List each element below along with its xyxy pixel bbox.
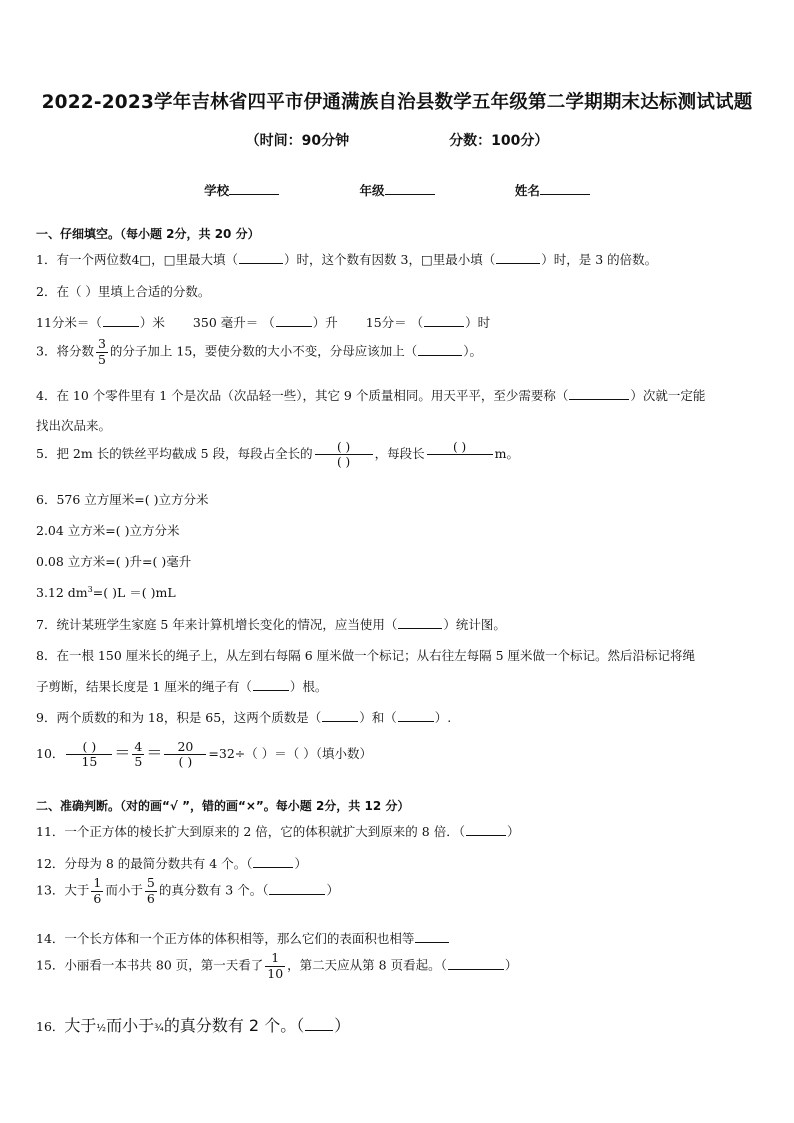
question-8-cont: 子剪断，结果长度是 1 厘米的绳子有（ ）根。 (36, 679, 328, 694)
question-6b: 2.04 立方米=( )立方分米 (36, 523, 180, 538)
question-6a: 6．576 立方厘米=( )立方分米 (36, 492, 209, 507)
answer-blank[interactable] (448, 958, 504, 970)
fraction: $\frac{5}{6}$ (146, 875, 155, 906)
answer-blank[interactable] (424, 315, 464, 327)
fraction-answer[interactable]: $\frac{( )}{15}$ (66, 741, 112, 769)
exam-meta (0, 130, 794, 150)
question-16: 16．大于½而小于¾的真分数有 2 个。（ ） (36, 1016, 351, 1035)
question-5: 5．把 2m 长的铁丝平均截成 5 段，每段占全长的 ( ) ( ) ，每段长 ( ) m。 (36, 440, 519, 469)
answer-blank[interactable] (466, 824, 506, 836)
school-field[interactable]: 学校 (204, 181, 279, 199)
answer-blank[interactable] (276, 315, 312, 327)
question-4: 4．在 10 个零件里有 1 个是次品（次品轻一些），其它 9 个质量相同。用天平平，至少需要称（ ）次就一定能 (36, 388, 706, 403)
answer-blank[interactable] (569, 388, 629, 400)
question-15: 15．小丽看一本书共 80 页，第一天看了 $\frac{1}{10}$ ，第二天应从第 8 页看起。（ ） (36, 950, 518, 981)
answer-blank[interactable] (398, 617, 442, 629)
answer-blank[interactable] (239, 252, 283, 264)
fraction-answer[interactable]: $\frac{20}{( )}$ (164, 741, 206, 769)
time-label: （时间：90分钟 (245, 133, 350, 149)
question-2-items: 11分米＝（ ）米 350 毫升＝ （ ）升 15分＝ （ ）时 (36, 315, 491, 330)
fraction-answer[interactable]: ( ) ( ) (315, 440, 373, 469)
question-13: 13．大于 $\frac{1}{6}$ 而小于 $\frac{5}{6}$ 的真分数有 3 个。（ ） (36, 875, 339, 906)
answer-blank[interactable] (418, 344, 462, 356)
question-9: 9．两个质数的和为 18，积是 65，这两个质数是（ ）和（ ）. (36, 710, 452, 725)
question-11: 11．一个正方体的棱长扩大到原来的 2 倍，它的体积就扩大到原来的 8 倍．（ ） (36, 824, 520, 839)
score-label: 分数：100分） (449, 133, 549, 149)
answer-blank[interactable] (253, 679, 289, 691)
answer-blank[interactable] (305, 1019, 333, 1031)
fraction: $\frac{3}{5}$ (97, 336, 106, 367)
question-7: 7．统计某班学生家庭 5 年来计算机增长变化的情况，应当使用（ ）统计图。 (36, 617, 506, 632)
answer-blank[interactable] (398, 710, 434, 722)
answer-blank[interactable] (415, 931, 449, 943)
answer-blank[interactable] (496, 252, 540, 264)
answer-blank[interactable] (253, 856, 293, 868)
question-8: 8．在一根 150 厘米长的绳子上，从左到右每隔 6 厘米做一个标记；从右往左每隔 5 厘米做一个标记。然后沿标记将绳 (36, 648, 696, 663)
fraction-answer[interactable]: ( ) (427, 440, 493, 469)
question-14: 14．一个长方体和一个正方体的体积相等，那么它们的表面积也相等 (36, 929, 450, 947)
question-3: 3．将分数 $\frac{3}{5}$ 的分子加上 15，要使分数的大小不变，分母应该加上（ ）。 (36, 336, 483, 367)
answer-blank[interactable] (322, 710, 358, 722)
page-title: 2022-2023学年吉林省四平市伊通满族自治县数学五年级第二学期期末达标测试试题 (41, 92, 753, 113)
question-6c: 0.08 立方米=( )升=( )毫升 (36, 554, 192, 569)
fraction: $\frac{1}{10}$ (267, 950, 284, 981)
student-info (0, 181, 794, 199)
question-12: 12．分母为 8 的最简分数共有 4 个。（ ） (36, 856, 307, 871)
grade-field[interactable]: 年级 (359, 181, 434, 199)
section-1-heading: 一、仔细填空。（每小题 2分，共 20 分） (36, 227, 260, 241)
fraction: $\frac{4}{5}$ (134, 738, 143, 769)
question-2: 2．在（ ）里填上合适的分数。 (36, 284, 211, 299)
question-6d: 3.12 $dm^3=$( )L ＝( )mL (36, 584, 176, 600)
question-4-cont: 找出次品来。 (36, 418, 112, 433)
name-field[interactable]: 姓名 (515, 181, 590, 199)
answer-blank[interactable] (269, 883, 325, 895)
answer-blank[interactable] (103, 315, 139, 327)
question-10: 10． $\frac{( )}{15}$ ＝ $\frac{4}{5}$ ＝ $\frac{20}{( )}$ =32÷（ ）＝（ ）（填小数） (36, 738, 372, 769)
fraction: $\frac{1}{6}$ (93, 875, 102, 906)
question-1: 1．有一个两位数4□，□里最大填（ ）时，这个数有因数 3，□里最小填（ ）时，是 3 的倍数。 (36, 252, 658, 267)
section-2-heading: 二、准确判断。（对的画“√ ”，错的画“×”。每小题 2分，共 12 分） (36, 799, 410, 813)
